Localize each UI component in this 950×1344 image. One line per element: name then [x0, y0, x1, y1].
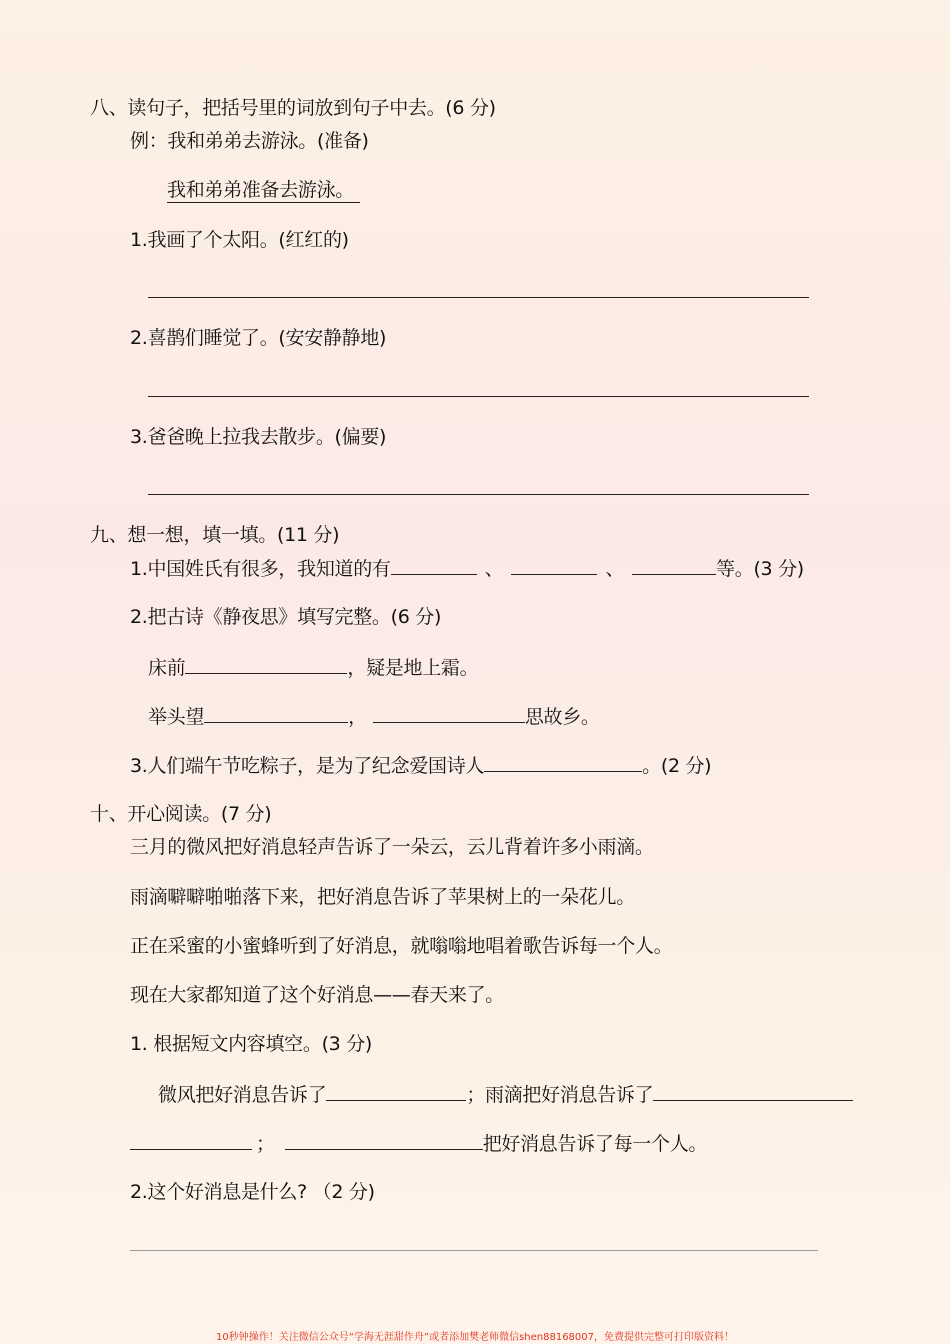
top-band [0, 0, 950, 36]
poem1-a: 床前 [148, 657, 186, 679]
poet-blank[interactable] [484, 753, 642, 772]
section8-q2: 2.喜鹊们睡觉了。(安安静静地) [130, 327, 387, 349]
fill-blank-4[interactable] [285, 1131, 483, 1150]
poem-blank-3[interactable] [373, 704, 525, 723]
fill-line-2 [130, 1131, 707, 1156]
poem2-a: 举头望 [148, 706, 205, 728]
footer-promo: 10秒钟操作！关注微信公众号“学海无涯甜作舟”或者添加樊老师微信shen88168007，免费提供完整可打印版资料！ [215, 1332, 735, 1343]
fill-blank-1[interactable] [326, 1082, 466, 1101]
poem2-b: 思故乡。 [524, 706, 600, 728]
section8-title: 八、读句子，把括号里的词放到句子中去。(6 分) [90, 97, 496, 119]
section8-q3: 3.爸爸晚上拉我去散步。(偏要) [130, 426, 387, 448]
fill-a: 微风把好消息告诉了 [158, 1084, 327, 1106]
poem-line-2 [148, 704, 600, 729]
reading-paragraph-2: 雨滴噼噼啪啪落下来，把好消息告诉了苹果树上的一朵花儿。 [130, 886, 635, 908]
reading-paragraph-1: 三月的微风把好消息轻声告诉了一朵云，云儿背着许多小雨滴。 [130, 836, 654, 858]
fill-c: ； [256, 1133, 275, 1155]
surname-blank-2[interactable] [511, 556, 597, 575]
fill-d: 把好消息告诉了每一个人。 [482, 1133, 708, 1155]
section8-example-answer [167, 178, 360, 202]
poem-line-1 [148, 655, 478, 680]
section9-q3 [130, 753, 711, 778]
reading-paragraph-3: 正在采蜜的小蜜蜂听到了好消息，就嗡嗡地唱着歌告诉每一个人。 [130, 935, 673, 957]
fill-line-1 [158, 1082, 853, 1107]
q3-text: 3.人们端午节吃粽子，是为了纪念爱国诗人 [130, 755, 485, 777]
sep-1: 、 [484, 558, 504, 580]
answer-line-q3[interactable] [148, 494, 809, 495]
section10-title: 十、开心阅读。(7 分) [90, 803, 272, 825]
q1-end: 等。(3 分) [716, 558, 804, 580]
poem-blank-1[interactable] [185, 655, 347, 674]
fill-blank-2[interactable] [653, 1082, 853, 1101]
surname-blank-1[interactable] [391, 556, 477, 575]
answer-line-reading-q2[interactable] [130, 1250, 818, 1251]
section9-title: 九、想一想，填一填。(11 分) [90, 524, 340, 546]
q3-end: 。(2 分) [642, 755, 712, 777]
reading-paragraph-4: 现在大家都知道了这个好消息——春天来了。 [130, 984, 505, 1006]
section10-q1: 1. 根据短文内容填空。(3 分) [130, 1033, 373, 1055]
example-answer-text: 我和弟弟准备去游泳。 [167, 179, 355, 201]
section8-q1: 1.我画了个太阳。(红红的) [130, 229, 349, 251]
answer-line-q1[interactable] [148, 297, 809, 298]
poem-blank-2[interactable] [204, 704, 348, 723]
section9-q1 [130, 556, 804, 581]
fill-b: ；雨滴把好消息告诉了 [466, 1084, 654, 1106]
section9-q2: 2.把古诗《静夜思》填写完整。(6 分) [130, 606, 442, 628]
section8-example: 例：我和弟弟去游泳。(准备) [130, 130, 369, 152]
fill-blank-3[interactable] [130, 1131, 252, 1150]
section10-q2: 2.这个好消息是什么? （2 分) [130, 1181, 375, 1203]
sep-2: 、 [605, 558, 625, 580]
poem1-b: ，疑是地上霜。 [347, 657, 479, 679]
q1-text: 1.中国姓氏有很多，我知道的有 [130, 558, 391, 580]
poem2-comma: ， [348, 706, 367, 728]
surname-blank-3[interactable] [632, 556, 716, 575]
answer-line-q2[interactable] [148, 396, 809, 397]
